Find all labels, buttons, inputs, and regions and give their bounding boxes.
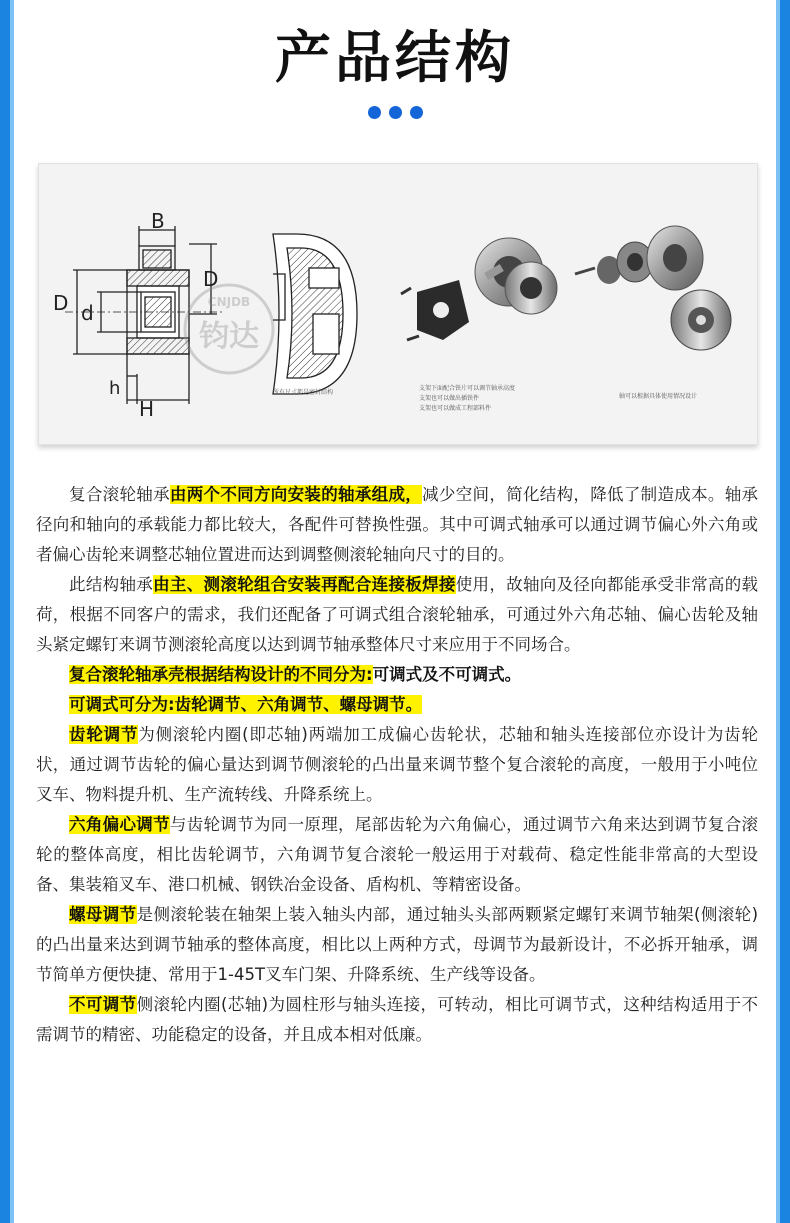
product-structure-figure bbox=[38, 163, 758, 445]
highlight: 螺母调节 bbox=[69, 905, 137, 924]
svg-text:钧达: 钧达 bbox=[199, 319, 259, 354]
highlight: 六角偏心调节 bbox=[69, 815, 170, 834]
highlight: 可调式可分为:齿轮调节、六角调节、螺母调节。 bbox=[69, 695, 423, 714]
dim-d-outer-right: D bbox=[203, 267, 219, 291]
paragraph-6: 六角偏心调节与齿轮调节为同一原理，尾部齿轮为六角偏心，通过调节六角来达到调节复合滚轮的整体高度，相比齿轮调节，六角调节复合滚轮一般运用于对载荷、稳定性能非常高的大型设备、集装箱叉车、港口机械、钢铁冶金设备、盾构机、等精密设备。 bbox=[36, 815, 758, 894]
caption-2-line-2: 支架也可以做出插铁件 bbox=[419, 395, 480, 402]
paragraph-2: 此结构轴承由主、测滚轮组合安装再配合连接板焊接使用，故轴向及径向都能承受非常高的载荷，根据不同客户的需求，我们还配备了可调式组合滚轮轴承，可通过外六角芯轴、偏心齿轮及轴头紧定螺钉来调节测滚轮高度以达到调节轴承整体尺寸来应用于不同场合。 bbox=[36, 575, 758, 654]
description-text bbox=[36, 480, 758, 1050]
exploded-assembly-1 bbox=[401, 238, 557, 340]
watermark-logo bbox=[185, 285, 273, 373]
caption-1: 所有尺寸都是密封结构 bbox=[273, 389, 334, 396]
dim-h-small: h bbox=[109, 378, 121, 399]
highlight: 复合滚轮轴承壳根据结构设计的不同分为: bbox=[69, 665, 373, 684]
highlight: 不可调节 bbox=[69, 995, 137, 1014]
page-title: 产品结构 bbox=[275, 26, 515, 91]
exploded-assembly-2 bbox=[575, 226, 731, 350]
side-profile-drawing bbox=[273, 234, 357, 394]
title-dots bbox=[0, 104, 790, 123]
highlight: 由两个不同方向安装的轴承组成， bbox=[169, 485, 423, 504]
dim-d-outer-left: D bbox=[53, 291, 69, 315]
paragraph-7: 螺母调节是侧滚轮装在轴架上装入轴头内部，通过轴头头部两颗紧定螺钉来调节轴架(侧滚轮)的凸出量来达到调节轴承的整体高度，相比以上两种方式，母调节为最新设计，不必拆开轴承，调节简单方便快捷、常用于1-45T叉车门架、升降系统、生产线等设备。 bbox=[36, 905, 759, 984]
paragraph-1: 复合滚轮轴承由两个不同方向安装的轴承组成，减少空间，简化结构，降低了制造成本。轴承径向和轴向的承载能力都比较大，各配件可替换性强。其中可调式轴承可以通过调节偏心外六角或者偏心齿轮来调整芯轴位置进而达到调整侧滚轮轴向尺寸的目的。 bbox=[36, 485, 758, 564]
dim-d-inner: d bbox=[81, 301, 94, 325]
right-border bbox=[776, 0, 790, 1223]
caption-3: 轴可以根据具体使用情况设计 bbox=[619, 393, 698, 400]
highlight: 由主、测滚轮组合安装再配合连接板焊接 bbox=[153, 575, 456, 594]
caption-2-line-3: 支架也可以做成工程部料件 bbox=[419, 405, 492, 412]
dim-b: B bbox=[151, 209, 165, 233]
caption-2-line-1: 支架下面配合铁片可以调节轴承高度 bbox=[419, 385, 516, 392]
highlight: 齿轮调节 bbox=[69, 725, 139, 744]
dim-h-large: H bbox=[139, 397, 155, 421]
left-border bbox=[0, 0, 14, 1223]
paragraph-5: 齿轮调节为侧滚轮内圈(即芯轴)两端加工成偏心齿轮状，芯轴和轴头连接部位亦设计为齿轮状，通过调节齿轮的偏心量达到调节侧滚轮的凸出量来调节整个复合滚轮的高度，一般用于小吨位叉车、物料提升机、生产流转线、升降系统上。 bbox=[36, 725, 759, 804]
paragraph-4 bbox=[36, 690, 758, 720]
svg-text:CNJDB: CNJDB bbox=[207, 295, 251, 309]
paragraph-3: 复合滚轮轴承壳根据结构设计的不同分为:可调式及不可调式。 bbox=[69, 665, 522, 684]
paragraph-8: 不可调节侧滚轮内圈(芯轴)为圆柱形与轴头连接，可转动，相比可调节式，这种结构适用于不需调节的精密、功能稳定的设备，并且成本相对低廉。 bbox=[36, 995, 759, 1044]
